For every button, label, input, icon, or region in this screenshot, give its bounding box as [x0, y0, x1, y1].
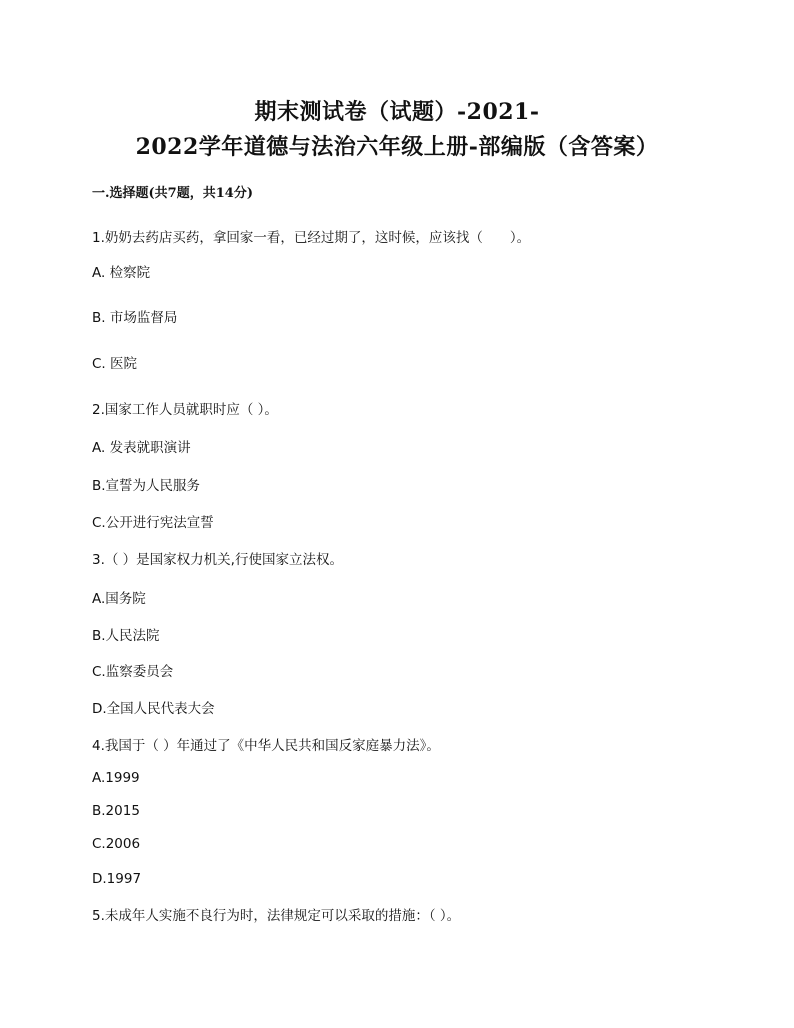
- question-5-stem: 5.未成年人实施不良行为时，法律规定可以采取的措施：（ ）。: [92, 908, 461, 924]
- question-1-option-b: B. 市场监督局: [92, 310, 178, 326]
- question-3-option-b: B.人民法院: [92, 628, 160, 644]
- question-4-option-d: D.1997: [92, 871, 142, 887]
- question-3-option-c: C.监察委员会: [92, 664, 174, 680]
- question-2-stem: 2.国家工作人员就职时应（ ）。: [92, 402, 278, 418]
- question-1-stem: 1.奶奶去药店买药，拿回家一看，已经过期了，这时候，应该找（ ）。: [92, 230, 531, 246]
- question-1-option-a: A. 检察院: [92, 265, 151, 281]
- question-3-option-a: A.国务院: [92, 591, 146, 607]
- question-4-option-c: C.2006: [92, 836, 141, 852]
- question-2-option-c: C.公开进行宪法宣誓: [92, 515, 214, 531]
- document-title-line-1: 期末测试卷（试题）-2021-: [254, 99, 540, 125]
- document-title-line-2: 2022学年道德与法治六年级上册-部编版（含答案）: [135, 134, 659, 160]
- question-3-stem: 3.（ ）是国家权力机关,行使国家立法权。: [92, 552, 343, 568]
- question-4-stem: 4.我国于（ ）年通过了《中华人民共和国反家庭暴力法》。: [92, 738, 440, 754]
- question-2-option-a: A. 发表就职演讲: [92, 440, 191, 456]
- question-3-option-d: D.全国人民代表大会: [92, 701, 215, 717]
- question-4-option-a: A.1999: [92, 770, 140, 786]
- question-2-option-b: B.宣誓为人民服务: [92, 478, 201, 494]
- question-4-option-b: B.2015: [92, 803, 140, 819]
- section-heading: 一.选择题(共7题，共14分): [92, 186, 253, 201]
- question-1-option-c: C. 医院: [92, 356, 138, 372]
